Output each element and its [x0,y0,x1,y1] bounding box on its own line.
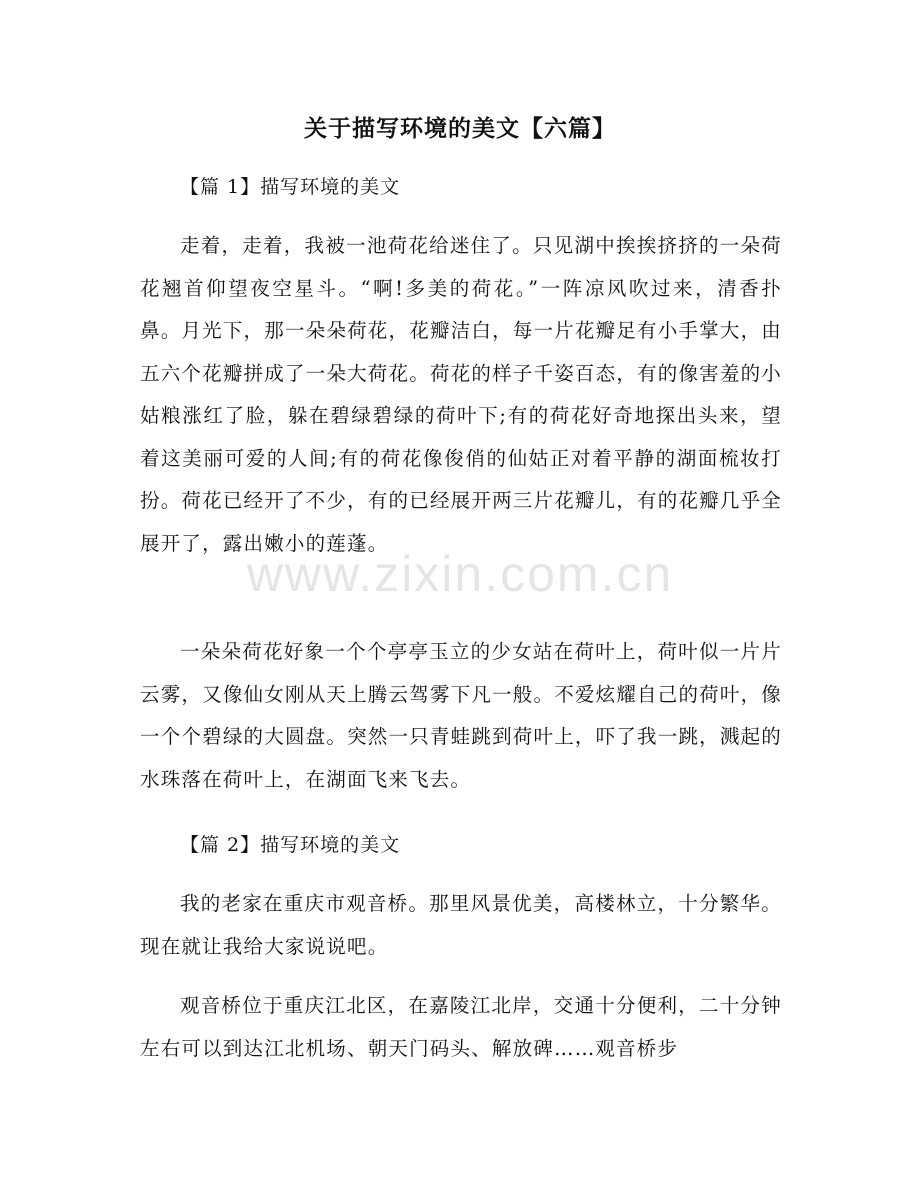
section-1-paragraph-1: 走着，走着，我被一池荷花给迷住了。只见湖中挨挨挤挤的一朵荷花翘首仰望夜空星斗。“啊!多美的荷花。”一阵凉风吹过来，清香扑鼻。月光下，那一朵朵荷花，花瓣洁白，每一片花瓣足有小手掌大，由五六个花瓣拼成了一朵大荷花。荷花的样子千姿百态，有的像害羞的小姑粮涨红了脸，躲在碧绿碧绿的荷叶下;有的荷花好奇地探出头来，望着这美丽可爱的人间;有的荷花像俊俏的仙姑正对着平静的湖面梳妆打扮。荷花已经开了不少，有的已经展开两三片花瓣儿，有的花瓣几乎全展开了，露出嫩小的莲蓬。 [140,234,782,555]
section-heading-2: 【篇 2】描写环境的美文 [180,834,401,856]
watermark: www.zixin.com.cn [246,546,674,602]
section-1-paragraph-2: 一朵朵荷花好象一个个亭亭玉立的少女站在荷叶上，荷叶似一片片云雾，又像仙女刚从天上腾云驾雾下凡一般。不爱炫耀自己的荷叶，像一个个碧绿的大圆盘。突然一只青蛙跳到荷叶上，吓了我一跳，溅起的水珠落在荷叶上，在湖面飞来飞去。 [140,640,782,791]
section-heading-1: 【篇 1】描写环境的美文 [180,176,401,198]
section-2-paragraph-2: 观音桥位于重庆江北区，在嘉陵江北岸，交通十分便利，二十分钟左右可以到达江北机场、朝天门码头、解放碑……观音桥步 [140,994,782,1060]
section-2-paragraph-1: 我的老家在重庆市观音桥。那里风景优美，高楼林立，十分繁华。现在就让我给大家说说吧。 [140,892,782,958]
document-title: 关于描写环境的美文【六篇】 [304,115,616,142]
